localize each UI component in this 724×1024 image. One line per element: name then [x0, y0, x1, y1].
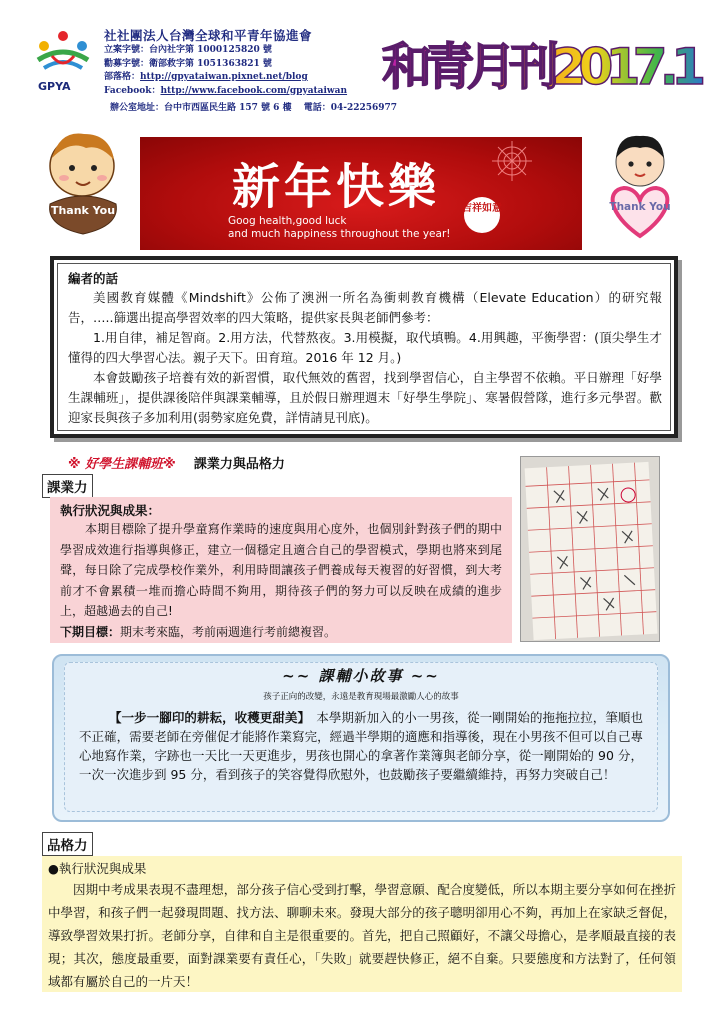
girl-cartoon-icon	[600, 128, 680, 240]
org-name: 社社團法人台灣全球和平青年協進會	[104, 28, 313, 43]
facebook-line	[104, 85, 394, 99]
next-goal-label: 下期目標：	[60, 624, 121, 639]
character-body: 因期中考成果表現不盡理想，部分孩子信心受到打擊，學習意願、配合度變低，所以本期主要分享如何在挫折中學習，和孩子們一起發現問題、找方法、聊聊未來。發現大部分的孩子聰明卻用心不夠，再加上在家缺乏督促，導致學習效果打折。老師分享，自律和自主是很重要的。首先，把自己照顧好，不讓父母擔心，是孝順最直接的表現；其次，態度最重要，面對課業要有責任心，「失敗」就要趕快修正，絕不自棄。只要態度和方法對了，任何領域都有屬於自己的一片天！	[48, 882, 676, 989]
section-header	[68, 453, 285, 472]
masthead-title	[376, 18, 712, 108]
editor-note-box	[50, 256, 678, 438]
banner-title: 新年快樂	[232, 159, 441, 215]
facebook-link[interactable]: http://www.facebook.com/gpyataiwan	[160, 85, 348, 96]
seal-text: 吉祥如意	[462, 203, 502, 214]
homework-heading: 執行狀況與成果：	[60, 503, 161, 518]
story-lead: 【一步一腳印的耕耘，收穫更甜美】	[109, 710, 304, 725]
story-text: 本學期新加入的小一男孩，從一剛開始的拖拖拉拉，筆順也不正確，需要老師在旁催促才能將作業寫完，經過半學期的適應和指導後，現在小男孩不但可以自己專心地寫作業，字跡也一天比一天更進步，男孩也開心的拿著作業簿與老師分享，從一剛開始的 90 分，一次一次進步到 95 分，看到孩子的笑容覺得欣慰外，也鼓勵孩子要繼續維持，再努力突破自己！	[79, 710, 643, 782]
homework-photo	[520, 456, 660, 642]
editor-paragraph-2: 1.用自律，補足智商。2.用方法，代替熬夜。3.用模擬，取代填鴨。4.用興趣，平衡學習：(頂尖學生才懂得的四大學習心法。親子天下。田育瑄。2016 年 12 月。)	[68, 330, 662, 365]
homework-label: 課業力	[42, 474, 93, 498]
logo-text: GPYA	[38, 80, 71, 93]
thank-you-left: Thank You	[50, 204, 116, 217]
next-goal-body: 期末考來臨，考前兩週進行考前總複習。	[120, 624, 337, 639]
banner-caption-line-1: Goog health,good luck	[228, 215, 347, 227]
character-box	[42, 856, 682, 992]
story-title: ~~ 課輔小故事 ~~	[282, 667, 440, 685]
thank-you-right: Thank You	[609, 201, 671, 213]
section-marker: ※ 好學生課輔班※	[68, 457, 176, 472]
new-year-banner	[140, 132, 582, 250]
homework-body: 本期目標除了提升學童寫作業時的速度與用心度外，也個別針對孩子們的期中學習成效進行指導與修正，建立一個穩定且適合自己的學習模式，學期也將來到尾聲，每日除了完成學校作業外，利用時間讓孩子們養成每天複習的好習慣，到大考前才不會累積一堆而擔心時間不夠用，期待孩子們的努力可以反映在成績的進步上，超越過去的自己!	[60, 522, 502, 618]
banner-caption-line-2: and much happiness throughout the year!	[228, 228, 451, 240]
section-title: 課業力與品格力	[193, 457, 285, 472]
next-goal	[60, 622, 502, 643]
blog-label: 部落格：	[104, 72, 141, 82]
editor-paragraph-1: 美國教育媒體《Mindshift》公佈了澳洲一所名為衝刺教育機構（Elevate Education）的研究報告，…..篩選出提高學習效率的四大策略，提供家長與老師們參考：	[68, 290, 662, 325]
character-label: 品格力	[42, 832, 93, 856]
masthead-text: 和青月刊2017.1	[382, 38, 706, 96]
org-info	[104, 26, 394, 98]
banner-caption	[228, 215, 450, 241]
office-address: 辦公室地址：台中市西區民生路 157 號 6 樓 電話：04-22256977	[110, 103, 398, 113]
boy-cartoon-icon	[40, 126, 126, 238]
editor-paragraph-3: 本會鼓勵孩子培養有效的新習慣，取代無效的舊習，找到學習信心，自主學習不依賴。平日辦理「好學生課輔班」，提供課後陪伴與課業輔導，且於假日辦理週末「好學生學院」、寒暑假營隊，進行多元學習。歡迎家長與孩子多加利用(弱勢家庭免費，詳情請見刊底)。	[68, 370, 662, 425]
reg-number-1: 立案字號：台內社字第 1000125820 號	[104, 45, 272, 55]
editor-title: 編者的話	[68, 271, 119, 286]
reg-number-2: 勸募字號：衛部救字第 1051363821 號	[104, 58, 272, 69]
story-body	[79, 708, 643, 784]
story-subtitle: 孩子正向的改變，永遠是教育現場最激勵人心的故事	[263, 692, 459, 702]
story-box	[52, 654, 670, 822]
facebook-label: Facebook：	[104, 85, 161, 96]
homework-box	[50, 497, 512, 643]
logo-icon	[30, 26, 96, 84]
blog-line	[104, 71, 394, 85]
blog-link[interactable]: http://gpyataiwan.pixnet.net/blog	[140, 72, 308, 82]
character-heading: ●執行狀況與成果	[48, 861, 147, 876]
gpya-logo	[30, 26, 96, 100]
